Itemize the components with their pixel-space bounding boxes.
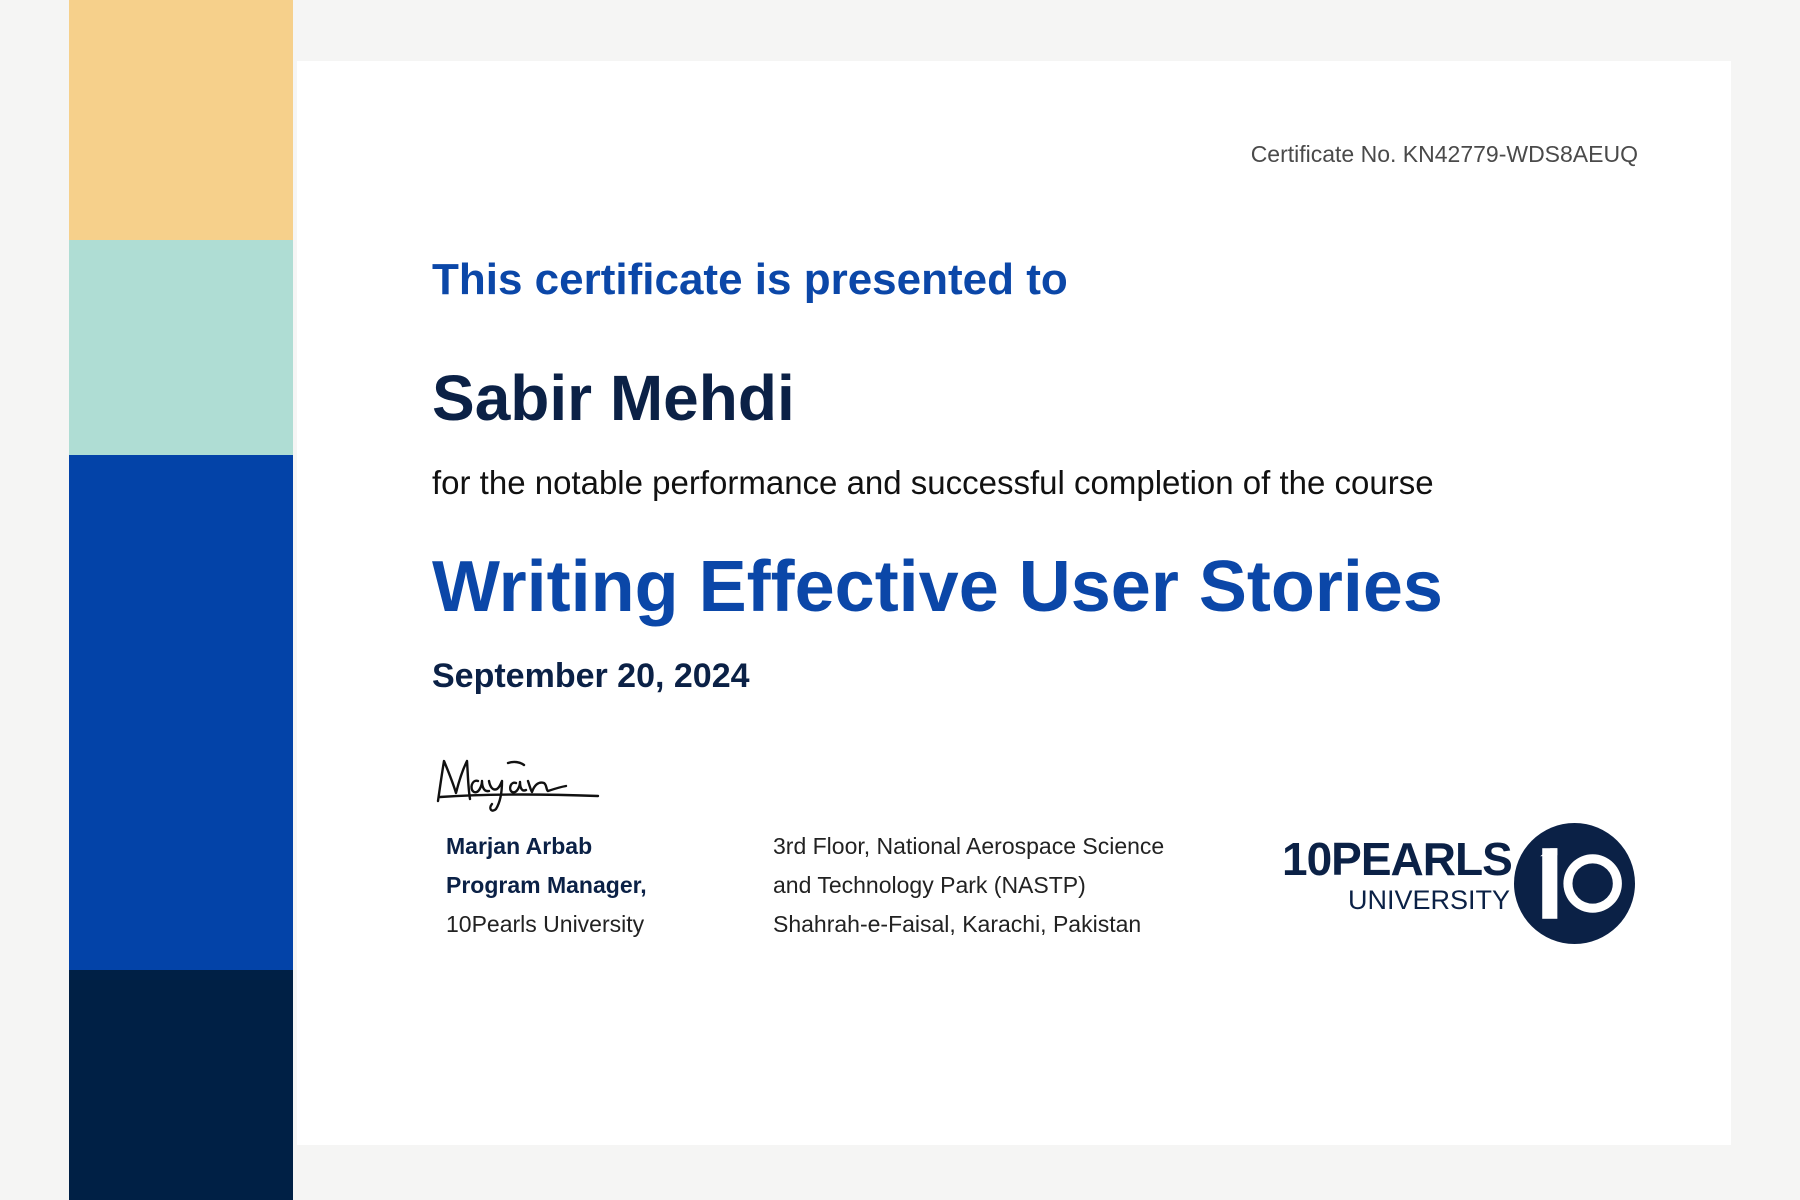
decorative-stripe-mint: [69, 240, 293, 455]
recipient-name: Sabir Mehdi: [432, 362, 795, 434]
signer-name: Marjan Arbab: [446, 833, 593, 859]
certificate-card: [297, 61, 1731, 1145]
10pearls-university-logo: [1282, 823, 1637, 948]
logo-wordmark: 10PEARLS: [1282, 833, 1512, 885]
handwritten-signature: [432, 753, 602, 815]
address-line-1: 3rd Floor, National Aerospace Science: [773, 833, 1165, 859]
address-block: [773, 827, 1164, 944]
address-line-3: Shahrah-e-Faisal, Karachi, Pakistan: [773, 911, 1142, 937]
address-line-2: and Technology Park (NASTP): [773, 872, 1086, 898]
signer-title: Program Manager,: [446, 872, 647, 898]
decorative-stripe-navy: [69, 970, 293, 1200]
signer-block: [446, 827, 647, 944]
course-title: Writing Effective User Stories: [432, 547, 1443, 627]
completion-date: September 20, 2024: [432, 657, 750, 695]
decorative-stripe-blue: [69, 455, 293, 970]
completion-statement: for the notable performance and successful completion of the course: [432, 464, 1434, 501]
decorative-stripe-yellow: [69, 0, 293, 240]
logo-emblem-icon: [1514, 823, 1635, 944]
signer-organization: 10Pearls University: [446, 911, 645, 937]
presented-to-heading: This certificate is presented to: [432, 255, 1068, 304]
certificate-number: Certificate No. KN42779-WDS8AEUQ: [1250, 141, 1638, 167]
logo-subtitle: UNIVERSITY: [1347, 885, 1510, 915]
